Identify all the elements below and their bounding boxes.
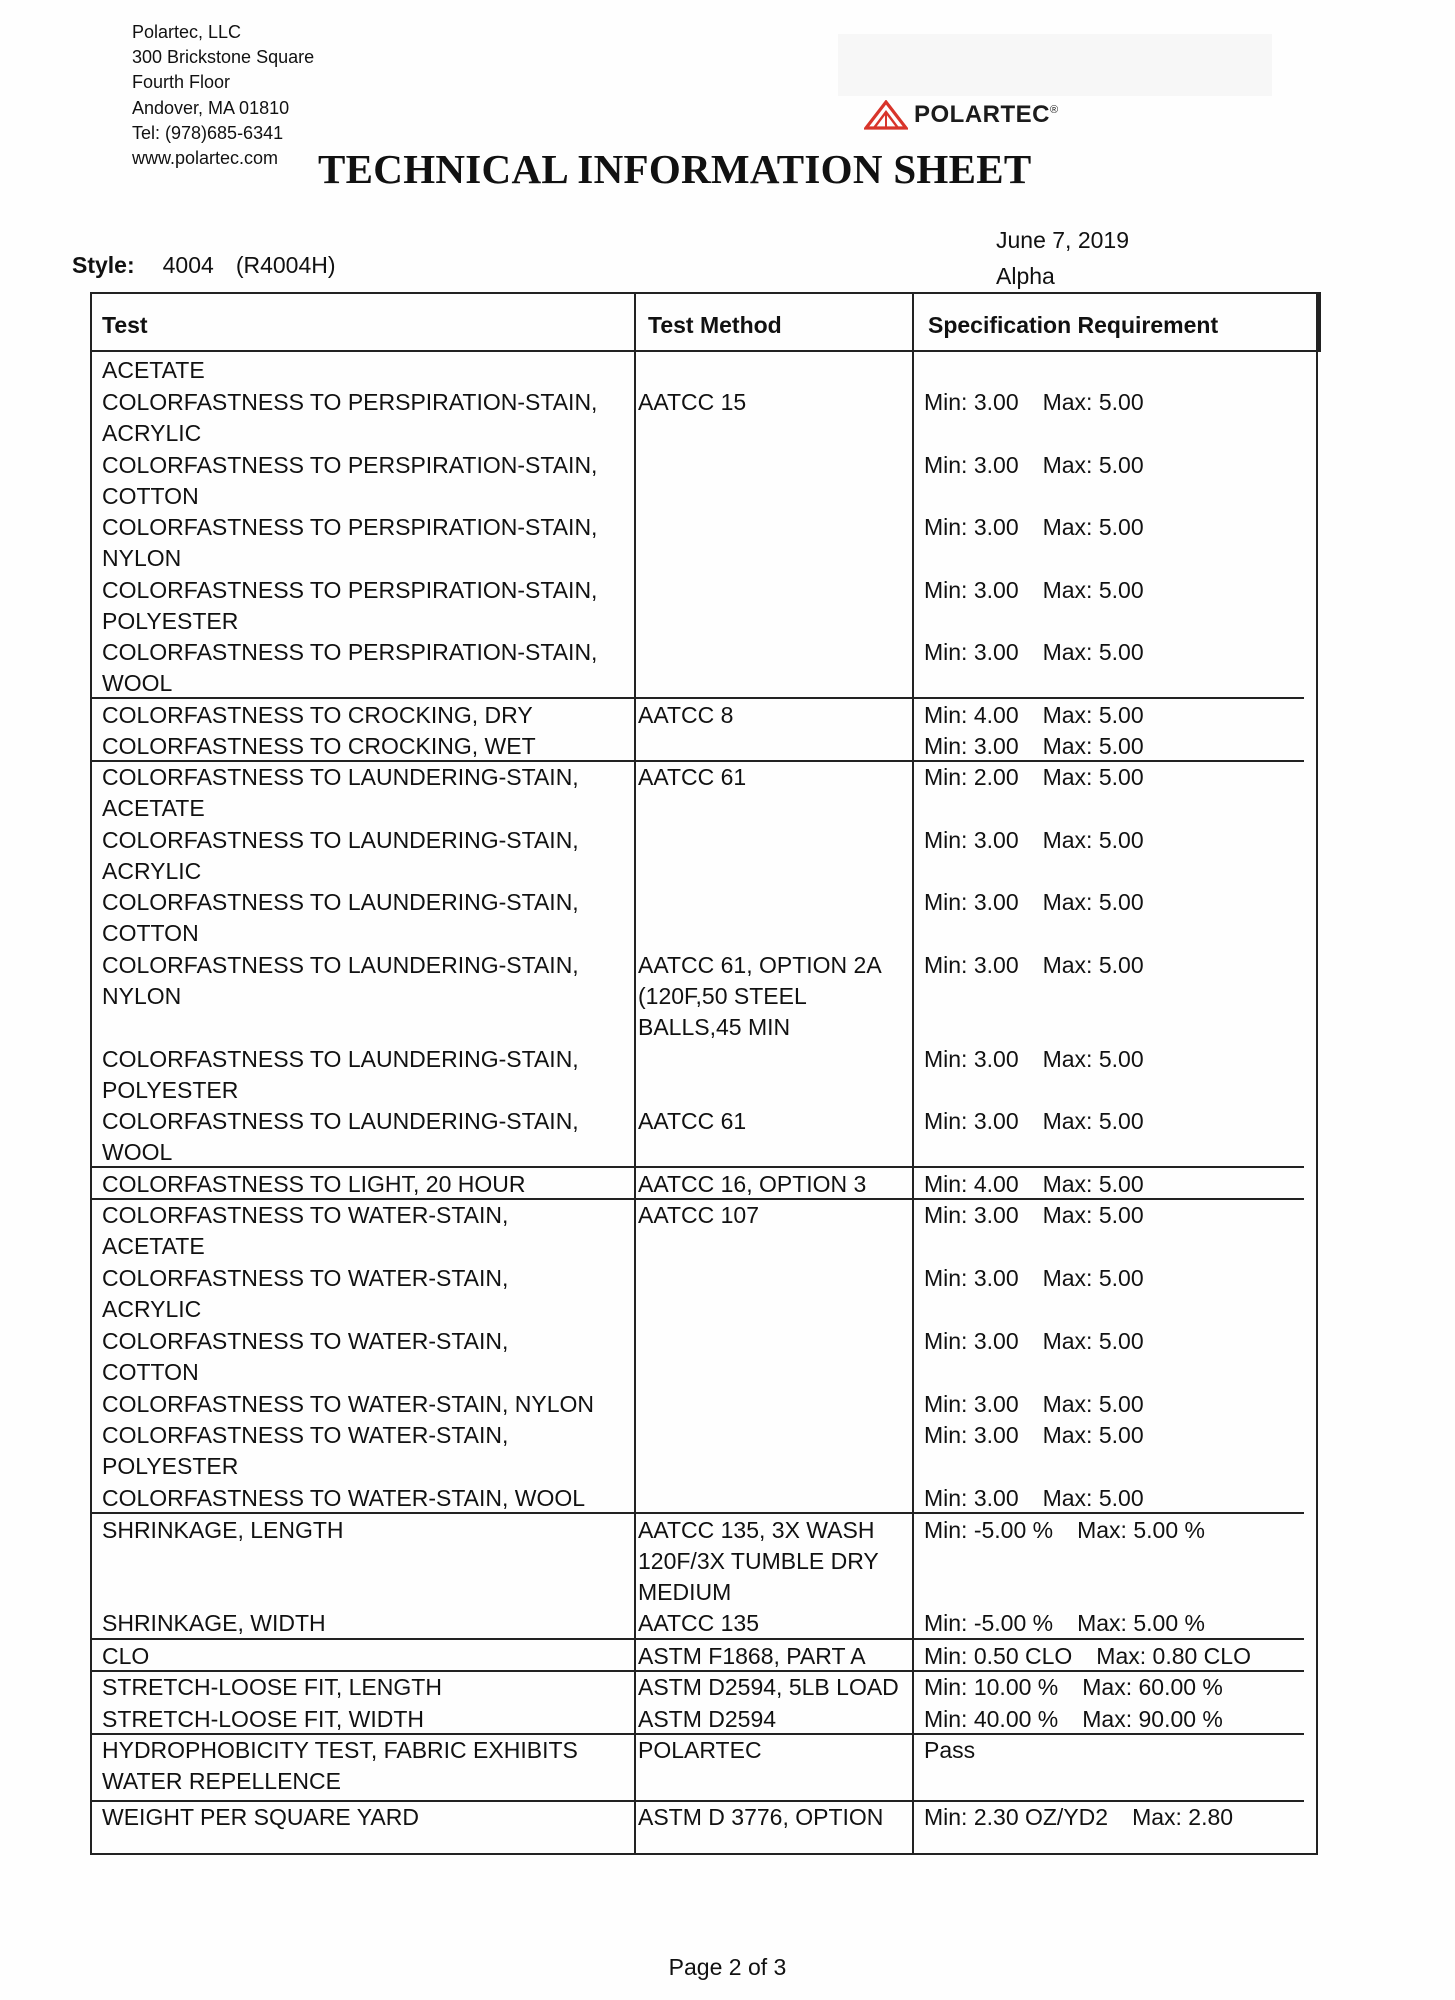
spec-cell [924,1608,1304,1639]
spec-max: Max: 5.00 [1042,889,1144,915]
test-method-cell [638,1672,908,1703]
spec-cell [924,637,1304,668]
spec-min: Min: 3.00 [924,1328,1019,1354]
page-number: Page 2 of 3 [668,1954,787,1980]
test-name-line: NYLON [102,983,182,1010]
spec-min: Min: 40.00 % [924,1706,1059,1732]
spec-max: Max: 5.00 % [1077,1610,1205,1636]
test-method-line: AATCC 61 [638,1108,747,1134]
test-name-line: COTTON [102,483,199,510]
test-method-cell [638,1169,908,1200]
spec-max: Max: 5.00 [1042,1171,1144,1197]
spec-cell [924,1169,1304,1200]
spec-max: Max: 5.00 [1042,733,1144,759]
header-specification: Specification Requirement [928,312,1219,338]
test-name-line: COLORFASTNESS TO LAUNDERING-STAIN, [102,1046,579,1072]
spec-min: Min: 3.00 [924,452,1019,478]
spec-max: Max: 5.00 [1042,1202,1144,1228]
test-cell [102,512,632,574]
test-name-line: ACETATE [102,795,205,822]
spec-max: Max: 5.00 [1042,1046,1144,1072]
test-method-cell [638,1802,908,1833]
spec-max: Max: 5.00 [1042,1485,1144,1511]
spec-cell [924,700,1304,731]
test-cell [102,1735,632,1797]
test-cell [102,1802,632,1833]
spec-cell [924,1735,1304,1766]
test-method-cell [638,1200,908,1231]
logo-brand-text: POLARTEC® [914,101,1059,128]
test-method-line: AATCC 16, OPTION 3 [638,1171,867,1197]
test-cell [102,1483,632,1514]
company-phone: Tel: (978)685-6341 [132,122,284,143]
test-name-line: COLORFASTNESS TO WATER-STAIN, [102,1422,509,1448]
polartec-logo [864,100,1059,130]
test-cell [102,387,632,449]
spec-cell [924,1704,1304,1735]
spec-cell [924,387,1304,418]
test-name-line: COLORFASTNESS TO WATER-STAIN, WOOL [102,1485,586,1511]
spec-cell [924,731,1304,762]
spec-min: Min: 0.50 CLO [924,1643,1073,1669]
test-cell [102,575,632,637]
test-cell [102,450,632,512]
test-name-line: COLORFASTNESS TO PERSPIRATION-STAIN, [102,389,598,415]
test-name-line: COTTON [102,920,199,947]
column-divider [634,292,636,1855]
document-title: TECHNICAL INFORMATION SHEET [318,146,1032,192]
spec-cell [924,575,1304,606]
document-variant: Alpha [996,263,1055,289]
spec-min: Min: 3.00 [924,1202,1019,1228]
test-method-line: ASTM D2594 [638,1706,777,1732]
spec-max: Max: 5.00 [1042,1391,1144,1417]
spec-max: Max: 5.00 [1042,764,1144,790]
test-name-line: COLORFASTNESS TO PERSPIRATION-STAIN, [102,577,598,603]
test-cell [102,1044,632,1106]
test-name-line: POLYESTER [102,1077,239,1104]
spec-max: Max: 5.00 [1042,827,1144,853]
company-address [132,20,314,171]
test-cell [102,700,632,731]
test-name-line: STRETCH-LOOSE FIT, WIDTH [102,1706,424,1732]
header-test: Test [102,312,148,338]
spec-min: Min: -5.00 % [924,1610,1054,1636]
test-method-cell [638,1704,908,1735]
spec-cell [924,887,1304,918]
spec-max: Max: 5.00 [1042,1265,1144,1291]
test-method-line: (120F,50 STEEL [638,983,807,1010]
test-name-line: STRETCH-LOOSE FIT, LENGTH [102,1674,442,1700]
spec-min: Min: 3.00 [924,889,1019,915]
test-cell [102,762,632,824]
document-date: June 7, 2019 [996,227,1130,253]
test-name-line: ACRYLIC [102,420,202,447]
test-name-line: COLORFASTNESS TO CROCKING, DRY [102,702,533,728]
spec-cell [924,1641,1304,1672]
spec-min: Pass [924,1737,976,1763]
header-test-method: Test Method [648,312,782,338]
test-cell [102,1263,632,1325]
spec-min: Min: 2.30 OZ/YD2 [924,1804,1109,1830]
test-name-line: WATER REPELLENCE [102,1768,341,1795]
test-name-line: SHRINKAGE, LENGTH [102,1517,344,1543]
test-cell [102,1106,632,1168]
test-cell [102,1704,632,1735]
spec-min: Min: 4.00 [924,1171,1019,1197]
test-name-line: ACRYLIC [102,1296,202,1323]
spec-cell [924,1672,1304,1703]
test-method-cell [638,700,908,731]
spec-max: Max: 90.00 % [1082,1706,1223,1732]
spec-cell [924,512,1304,543]
test-method-line: MEDIUM [638,1579,732,1606]
spec-min: Min: 3.00 [924,1422,1019,1448]
test-name-line: COLORFASTNESS TO WATER-STAIN, [102,1265,509,1291]
test-name-line: NYLON [102,545,182,572]
test-method-line: AATCC 61, OPTION 2A [638,952,882,978]
spec-min: Min: 3.00 [924,1265,1019,1291]
spec-min: Min: 3.00 [924,514,1019,540]
spec-cell [924,825,1304,856]
company-name: Polartec, LLC [132,22,242,42]
test-cell [102,1389,632,1420]
address-line-2: Fourth Floor [132,72,231,93]
column-divider [912,292,914,1855]
test-name-line: ACRYLIC [102,858,202,885]
test-name-line: COLORFASTNESS TO LAUNDERING-STAIN, [102,827,579,853]
spec-cell [924,1106,1304,1137]
spec-max: Max: 5.00 [1042,639,1144,665]
spec-max: Max: 5.00 [1042,1108,1144,1134]
spec-max: Max: 5.00 [1042,952,1144,978]
test-name-line: COLORFASTNESS TO LIGHT, 20 HOUR [102,1171,526,1197]
test-method-cell [638,762,908,793]
test-method-cell [638,387,908,418]
test-name-line: WOOL [102,1139,173,1166]
test-name-line: COLORFASTNESS TO WATER-STAIN, NYLON [102,1391,595,1417]
test-cell [102,1420,632,1482]
test-cell [102,1200,632,1262]
company-website: www.polartec.com [132,148,279,169]
spec-max: Max: 5.00 [1042,702,1144,728]
spec-max: Max: 2.80 [1132,1804,1234,1830]
spec-min: Min: 2.00 [924,764,1019,790]
spec-max: Max: 5.00 % [1077,1517,1205,1543]
spec-min: Min: 3.00 [924,577,1019,603]
test-name-line: WEIGHT PER SQUARE YARD [102,1804,419,1830]
test-method-line: AATCC 135, 3X WASH [638,1517,875,1543]
spec-cell [924,1515,1304,1546]
test-name-line: COLORFASTNESS TO CROCKING, WET [102,733,536,759]
spec-cell [924,1483,1304,1514]
test-name-line: COLORFASTNESS TO LAUNDERING-STAIN, [102,889,579,915]
test-method-cell [638,1608,908,1639]
test-cell [102,1672,632,1703]
test-name-line: COLORFASTNESS TO LAUNDERING-STAIN, [102,952,579,978]
test-method-line: AATCC 135 [638,1610,760,1636]
test-name-line: COLORFASTNESS TO WATER-STAIN, [102,1328,509,1354]
test-cell [102,1169,632,1200]
test-name-line: COTTON [102,1359,199,1386]
spec-min: Min: 3.00 [924,1485,1019,1511]
test-name-line: CLO [102,1643,150,1669]
spec-max: Max: 60.00 % [1082,1674,1223,1700]
spec-min: Min: 3.00 [924,733,1019,759]
header-right-border [1318,292,1321,352]
spec-max: Max: 5.00 [1042,1328,1144,1354]
test-name-line: COLORFASTNESS TO LAUNDERING-STAIN, [102,764,579,790]
test-name-line: ACETATE [102,357,205,383]
test-method-line: ASTM D 3776, OPTION [638,1804,884,1830]
test-cell [102,637,632,699]
spec-min: Min: 3.00 [924,827,1019,853]
test-method-line: AATCC 61 [638,764,747,790]
spec-cell [924,1044,1304,1075]
test-method-cell [638,1735,908,1766]
test-name-line: POLYESTER [102,608,239,635]
test-name-line: HYDROPHOBICITY TEST, FABRIC EXHIBITS [102,1737,578,1763]
test-cell [102,731,632,762]
test-name-line: POLYESTER [102,1453,239,1480]
spec-min: Min: 3.00 [924,1108,1019,1134]
spec-min: Min: 3.00 [924,1046,1019,1072]
spec-max: Max: 5.00 [1042,452,1144,478]
test-cell [102,825,632,887]
spec-min: Min: 3.00 [924,389,1019,415]
spec-cell [924,1263,1304,1294]
style-ref: (R4004H) [235,252,336,278]
spec-min: Min: 4.00 [924,702,1019,728]
test-cell [102,1641,632,1672]
test-method-cell [638,950,908,1044]
test-method-line: AATCC 15 [638,389,747,415]
test-method-cell [638,1106,908,1137]
test-cell [102,1326,632,1388]
spec-cell [924,1389,1304,1420]
test-name-line: COLORFASTNESS TO LAUNDERING-STAIN, [102,1108,579,1134]
test-name-line: SHRINKAGE, WIDTH [102,1610,326,1636]
test-name-line: COLORFASTNESS TO PERSPIRATION-STAIN, [102,452,598,478]
spec-max: Max: 5.00 [1042,577,1144,603]
spec-max: Max: 0.80 CLO [1096,1643,1251,1669]
spec-max: Max: 5.00 [1042,389,1144,415]
spec-max: Max: 5.00 [1042,1422,1144,1448]
test-method-line: AATCC 107 [638,1202,760,1228]
spec-min: Min: 10.00 % [924,1674,1059,1700]
test-cell [102,887,632,949]
test-method-line: BALLS,45 MIN [638,1014,791,1041]
spec-min: Min: -5.00 % [924,1517,1054,1543]
spec-cell [924,1326,1304,1357]
style-code: 4004 [162,252,214,278]
test-method-cell [638,1515,908,1609]
triangle-logo-icon [864,100,908,130]
spec-min: Min: 3.00 [924,1391,1019,1417]
test-method-line: POLARTEC [638,1737,762,1763]
test-method-line: ASTM D2594, 5LB LOAD [638,1674,899,1700]
test-method-line: 120F/3X TUMBLE DRY [638,1548,879,1575]
test-cell [102,1515,632,1546]
spec-cell [924,762,1304,793]
spec-max: Max: 5.00 [1042,514,1144,540]
test-cell [102,355,632,386]
spec-cell [924,1200,1304,1231]
test-method-line: AATCC 8 [638,702,734,728]
test-name-line: ACETATE [102,1233,205,1260]
document-date-block [996,222,1129,294]
style-line [72,252,336,279]
spec-cell [924,450,1304,481]
spec-cell [924,950,1304,981]
spec-cell [924,1802,1304,1833]
test-name-line: WOOL [102,670,173,697]
test-name-line: COLORFASTNESS TO WATER-STAIN, [102,1202,509,1228]
address-line-1: 300 Brickstone Square [132,47,315,68]
test-method-line: ASTM F1868, PART A [638,1643,866,1669]
test-name-line: COLORFASTNESS TO PERSPIRATION-STAIN, [102,639,598,665]
test-cell [102,950,632,1012]
spec-min: Min: 3.00 [924,639,1019,665]
logo-background [838,34,1272,96]
spec-min: Min: 3.00 [924,952,1019,978]
test-name-line: COLORFASTNESS TO PERSPIRATION-STAIN, [102,514,598,540]
spec-cell [924,1420,1304,1451]
style-label: Style: [72,252,135,278]
address-city: Andover, MA 01810 [132,97,290,118]
test-method-cell [638,1641,908,1672]
test-cell [102,1608,632,1639]
